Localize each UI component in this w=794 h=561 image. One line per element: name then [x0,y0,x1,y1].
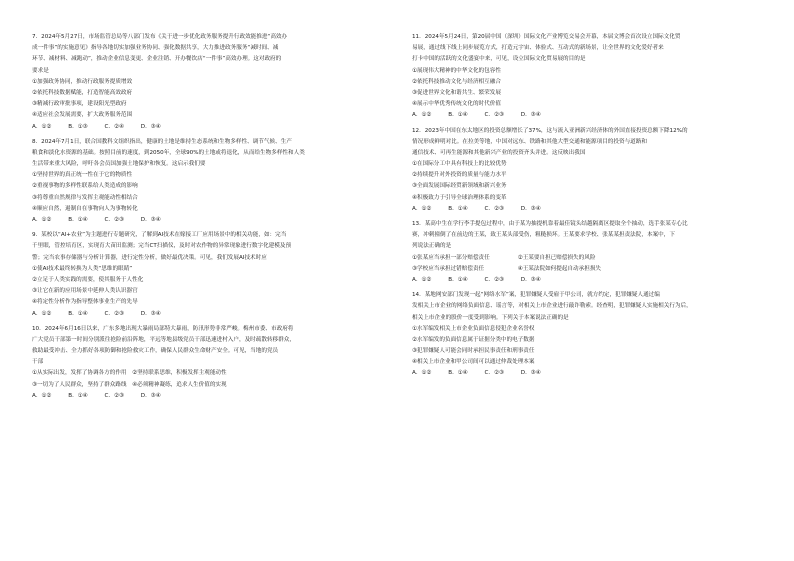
text-line: 12．2023年中国在东太地区的投资总额增长了37%，这与流入亚洲新兴经济体的外国直接投资总额下降12%的 [412,127,688,134]
text-line: 易展，通过线下线上同步展览方式，打造元宇宙、体验式、互动式的新场景，让全世界的文化爱好者来 [412,45,664,52]
text-line: 粮食和淡化水资源的基础。按照目前的速度，到2050年，全球90%的土地或将退化，从而给生物多样性和人类 [32,149,305,156]
right-column [412,32,762,380]
text-line: 发相关上市企业的网络负面信息、谣言等，对相关上市企业进行敲诈勒索。经查明，犯罪嫌疑人实施相关行为后， [412,303,692,310]
text-line: 千里眼，管控培育区，实现育大苗田监测；完当CT扫描仪，及时对农作物的异常现象进行数字化建模及预 [32,243,292,250]
text-line: 8．2024年7月1日，联合国教科文组织指出，健康的土地是维持生态系统和生物多样性、调节气候、生产 [32,138,292,145]
text-line: 广大党员干部第一时间分别派往抢险前沿阵地，平远等地县级党员干部迅速进村入户，及时疏散转移群众， [32,336,295,343]
text-line: 9．某校以“AI+农业”为主题进行专题研究，了解到AI技术在嫁接工厂应用场景中的相关功能，如：完当 [32,232,287,239]
text-line: ③全面发展国际经贸新领域和新兴业务 [412,183,507,190]
text-line: ④积极致力于引导全球治理体系的变革 [412,194,507,201]
text-line: A．①② B．①③ C．②④ D．③④ [32,123,161,130]
text-line: 列说法正确的是 [412,243,452,250]
text-line: 要求是 [32,67,49,74]
text-line: A．①② B．①④ C．②③ D．③④ [32,392,161,399]
text-line: 相关上市企业的股价一度受到影响。下列关于本案说法正确的是 [412,314,569,321]
text-line: 11．2024年5月24日，第20届中国（深圳）国际文化产业博览交易会开幕，本届文博会首次设立国际文化贸 [412,34,681,40]
text-line: 10．2024年6月16日以来，广东多地出现大暴雨局部特大暴雨，防汛形势非常严峻。梅州市委、市政府将 [32,325,294,332]
text-line: ①坚持世界的真正统一性在于它的物质性 [32,172,133,179]
text-line: ③一切为了人民群众，坚持了群众路线 ④必须精神凝练，追求人生价值的实现 [32,381,227,388]
text-line: 环节、减材料、减跑动”，推动企业信息变更、企业注销、开办餐饮店“一件事”高效办理。这对政府的 [32,56,282,63]
text-line: ③学校应当承担过错赔偿责任 ④王某法院如何提起自动承担损失 [412,265,602,272]
text-line: ④展示中华优秀传统文化的时代价值 [412,101,501,108]
text-line: ③让它在新的应用场景中延伸人类认识器官 [32,288,138,295]
text-line: A．①② B．①④ C．②③ D．③④ [412,112,541,119]
text-line: 7．2024年5月27日，市场监管总局等八部门发布《关于进一步优化政务服务提升行政效能推进“高效办 [32,34,288,40]
text-line: ①从实际出发，发挥了协调各方的作用 ②坚持联系思维，积极发挥主观能动性 [32,370,227,377]
text-line: ②依托科技数据赋能，打造智能高效政府 [32,89,133,96]
text-line: ③将尊重自然规律与发挥主观能动性相结合 [32,194,138,201]
text-line: ④将定性分析作为指导整体事业生产的先导 [32,299,138,306]
text-line: A．①② B．①④ C．②③ D．③④ [412,370,541,377]
text-line: ④顺应自然，遏制自在事物向人为事物转化 [32,205,138,212]
text-line: 赛，冲刺撞倒了在前边的王某，致王某头部受伤，粗糙损坏。王某要求学校、张某某担责法院，本案中，下 [412,232,675,239]
text-line: 通信技术、可再生能源和其他新兴产业的投资齐头并进。这反映出我国 [412,149,586,156]
text-line: ①加强政务协同，推动行政服务提质增效 [32,78,133,85]
text-line: 情况形成鲜明对比。在拉美等地，中国对远东、铁路和其他大型交通和能源项目的投资与道路和 [412,138,647,145]
text-line: 14．某地网安部门发现一起“网络水军”案，犯罪嫌疑人受雇于甲公司，就方约定，犯罪嫌疑人通过编 [412,292,660,299]
text-line: ①在国际分工中具有科技上的比较优势 [412,161,507,168]
text-line: ④适应社会发展需要，扩大政务服务范围 [32,112,133,119]
text-line: ②持续提升对外投资的质量与能力水平 [412,172,507,179]
text-line: ①展现伟大精神的中华文化的包容性 [412,67,501,74]
text-line: ③犯罪嫌疑人可能会同时承担民事责任和刑事责任 [412,348,535,355]
text-line: ②重视事物的多样性联系给人类造成的影响 [32,183,138,190]
text-line: 13．某高中生在学行李手提包过程中，由于某为抽提机靠着最佳镜头结越隔离区提取全个抽动，选手张某专心比 [412,221,688,227]
left-column [32,32,382,402]
text-line: ①使AI技术最终转换为人类“思维的眼睛” [32,265,133,272]
text-line: ①张某应当承担一部分赔偿责任 ②王某要自担已赔偿损失的风险 [412,254,596,261]
text-line: ②水军编发的负面信息属于证据分类中的电子数据 [412,336,535,343]
text-line: ②依托科技推动文化与经济相互融合 [412,78,501,85]
text-line: 成一件事”的实施意见》指导各地切实加强业务协同、强化数据共享，大力推进政务服务“减时间、减 [32,45,279,52]
text-line: 警；完当农事存储器与分析计算器，进行定性分析，做好最优决策。可见，我们发展AI技术时应 [32,254,267,261]
text-line: ③精减行政审批事项，建设阳光型政府 [32,101,127,108]
text-line: ②立足于人类实践的需要，使其服务于人性化 [32,276,144,283]
text-line: A．①② B．①④ C．②③ D．③④ [32,310,161,317]
text-line: 救助最受冲击、全力抓好各项防御和抢险救灾工作，确保人民群众生命财产安全。可见，当地的党员 [32,348,279,355]
text-line: A．①② B．①④ C．②③ D．③④ [32,217,161,223]
text-line: ③促进世界文化和谐共生、繁荣发展 [412,89,501,96]
text-line: ④相关上市企业和甲公司间可以通过仲裁处理本案 [412,359,535,366]
text-line: ①水军编发相关上市企业负面信息侵犯企业名誉权 [412,325,535,332]
text-line: A．①② B．①④ C．②③ D．③④ [412,276,541,283]
text-line: 打卡中国的活跃的文化盛宴中来，可见，设立国际文化贸易展的目的是 [412,56,586,63]
text-line: A．①② B．①④ C．②③ D．③④ [412,205,541,212]
text-line: 干部 [32,359,44,366]
text-line: 生活带来重大风险，呼吁各会员国加强土地保护和恢复。这启示我们要 [32,161,206,168]
